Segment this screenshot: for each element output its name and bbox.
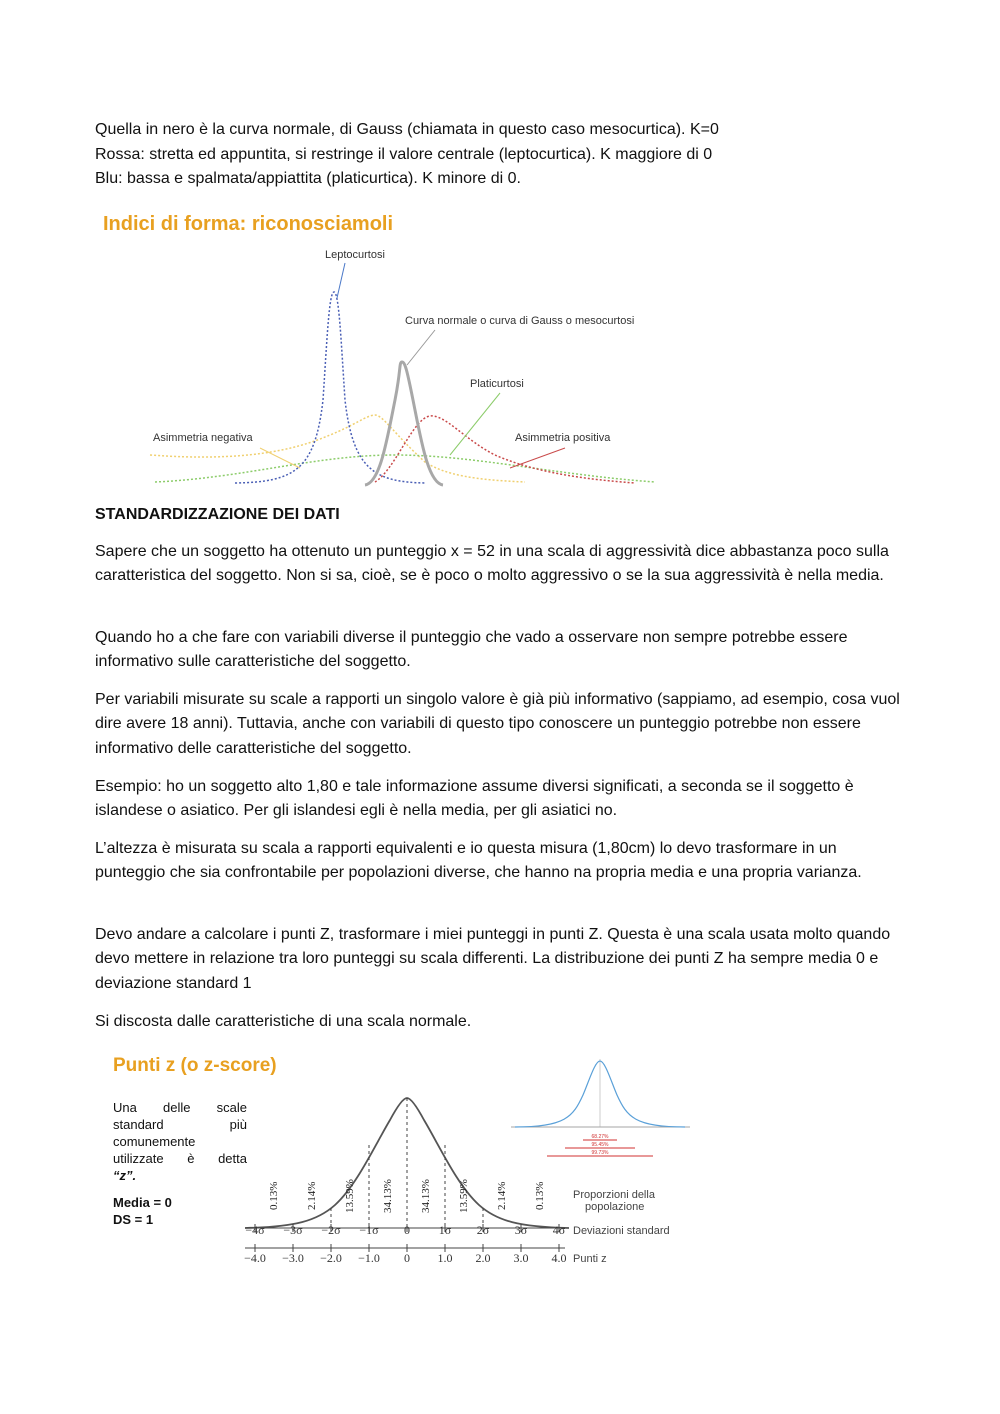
label-leptocurtosi: Leptocurtosi bbox=[325, 249, 385, 261]
sigma-tick: 0 bbox=[404, 1223, 410, 1237]
sigma-tick: −1σ bbox=[359, 1223, 379, 1237]
sigma-tick: −3σ bbox=[283, 1223, 303, 1237]
section-heading: STANDARDIZZAZIONE DEI DATI bbox=[95, 506, 340, 523]
desc-line: standard più bbox=[113, 1117, 247, 1132]
legend-proportions-line1: Proporzioni della bbox=[573, 1189, 655, 1201]
sigma-tick: −4σ bbox=[245, 1223, 265, 1237]
pct-label: 34.13% bbox=[420, 1179, 432, 1213]
arrow-leptocurtosi bbox=[337, 263, 345, 298]
paragraph-2: Quando ho a che fare con variabili diverse il punteggio che vado a osservare non sempre potrebbe essere informativo sulle caratteristiche del soggetto. bbox=[95, 629, 848, 671]
label-normal-curve: Curva normale o curva di Gauss o mesocurtosi bbox=[405, 315, 635, 327]
z-tick: 3.0 bbox=[513, 1251, 529, 1265]
figure1-title: Indici di forma: riconosciamoli bbox=[103, 213, 394, 235]
negative-asymmetry-curve bbox=[150, 415, 525, 482]
desc-line: Una delle scale bbox=[113, 1100, 247, 1115]
inset-normal-chart bbox=[511, 1059, 690, 1156]
positive-asymmetry-curve bbox=[375, 416, 635, 483]
pct-label: 13.59% bbox=[458, 1179, 470, 1213]
z-tick: −1.0 bbox=[358, 1251, 380, 1265]
z-tick: 2.0 bbox=[475, 1251, 491, 1265]
label-positive-asymmetry: Asimmetria positiva bbox=[515, 432, 611, 444]
z-tick: −3.0 bbox=[282, 1251, 304, 1265]
arrow-normal-curve bbox=[407, 330, 435, 365]
desc-line: comunemente bbox=[113, 1134, 196, 1149]
sigma-tick: 1σ bbox=[438, 1223, 452, 1237]
z-tick: 4.0 bbox=[551, 1251, 567, 1265]
ds-label: DS = 1 bbox=[113, 1212, 154, 1227]
paragraph-6: Devo andare a calcolare i punti Z, trasformare i miei punteggi in punti Z. Questa è una scala usata molto quando devo mettere in relazione tra loro punteggi su scala differenti. La distribuzione dei punti Z ha sempre media 0 e deviazione standard 1 bbox=[95, 926, 891, 992]
z-tick: 0 bbox=[404, 1251, 410, 1265]
z-tick: −4.0 bbox=[244, 1251, 266, 1265]
pct-label: 2.14% bbox=[306, 1181, 318, 1210]
pct-label: 0.13% bbox=[268, 1181, 280, 1210]
sigma-tick: 4σ bbox=[552, 1223, 566, 1237]
sigma-tick: −2σ bbox=[321, 1223, 341, 1237]
arrow-positive-asymmetry bbox=[510, 448, 565, 468]
legend-standard-deviations: Deviazioni standard bbox=[573, 1225, 670, 1237]
paragraph-7: Si discosta dalle caratteristiche di una scala normale. bbox=[95, 1013, 472, 1030]
intro-line-2: Rossa: stretta ed appuntita, si restringe il valore centrale (leptocurtica). K maggiore di 0 bbox=[95, 146, 713, 163]
paragraph-5: L’altezza è misurata su scala a rapporti equivalenti e io questa misura (1,80cm) lo devo trasformare in un punteggio che sia confrontabile per popolazioni diverse, che hanno na propria media e una propria varianza. bbox=[95, 840, 862, 882]
intro-line-1: Quella in nero è la curva normale, di Gauss (chiamata in questo caso mesocurtica). K=0 bbox=[95, 121, 719, 138]
legend-proportions-line2: popolazione bbox=[585, 1201, 645, 1213]
sigma-tick: 3σ bbox=[514, 1223, 528, 1237]
z-score-figure bbox=[95, 1045, 695, 1275]
desc-line: “z”. bbox=[113, 1168, 137, 1183]
shape-indices-chart bbox=[95, 200, 670, 490]
desc-line: utilizzate è detta bbox=[113, 1151, 247, 1166]
inset-range-label: 99.73% bbox=[591, 1150, 609, 1156]
paragraph-4: Esempio: ho un soggetto alto 1,80 e tale informazione assume diversi significati, a seconda se il soggetto è islandese o asiatico. Per gli islandesi egli è nella media, per gli asiatici no. bbox=[95, 778, 854, 820]
sigma-tick-labels bbox=[245, 1223, 565, 1237]
pct-label: 34.13% bbox=[382, 1179, 394, 1213]
arrow-negative-asymmetry bbox=[260, 448, 300, 468]
arrow-platicurtosi bbox=[450, 393, 500, 455]
pct-label: 13.59% bbox=[344, 1179, 356, 1213]
inset-range-label: 95.45% bbox=[591, 1142, 609, 1148]
figure2-title: Punti z (o z-score) bbox=[113, 1055, 277, 1076]
z-tick: 1.0 bbox=[437, 1251, 453, 1265]
inset-range-label: 68.27% bbox=[591, 1134, 609, 1140]
pct-label: 0.13% bbox=[534, 1181, 546, 1210]
shape-indices-figure bbox=[95, 200, 670, 490]
z-score-description bbox=[113, 1099, 247, 1228]
intro-line-3: Blu: bassa e spalmata/appiattita (platicurtica). K minore di 0. bbox=[95, 170, 521, 187]
normal-curve bbox=[365, 362, 443, 485]
media-label: Media = 0 bbox=[113, 1195, 172, 1210]
z-tick: −2.0 bbox=[320, 1251, 342, 1265]
pct-label: 2.14% bbox=[496, 1181, 508, 1210]
legend-z-points: Punti z bbox=[573, 1253, 607, 1265]
paragraph-3: Per variabili misurate su scale a rapporti un singolo valore è già più informativo (sappiamo, ad esempio, cosa vuol dire avere 18 anni). Tuttavia, anche con variabili di questo tipo conoscere un punteggio potrebbe non essere informativo delle caratteristiche del soggetto. bbox=[95, 691, 900, 757]
label-negative-asymmetry: Asimmetria negativa bbox=[153, 432, 253, 444]
z-tick-labels bbox=[244, 1251, 566, 1265]
sigma-tick: 2σ bbox=[476, 1223, 490, 1237]
label-platicurtosi: Platicurtosi bbox=[470, 378, 524, 390]
paragraph-1: Sapere che un soggetto ha ottenuto un punteggio x = 52 in una scala di aggressività dice abbastanza poco sulla caratteristica del soggetto. Non si sa, cioè, se è poco o molto aggressivo o se la sua aggressività è nella media. bbox=[95, 543, 889, 585]
